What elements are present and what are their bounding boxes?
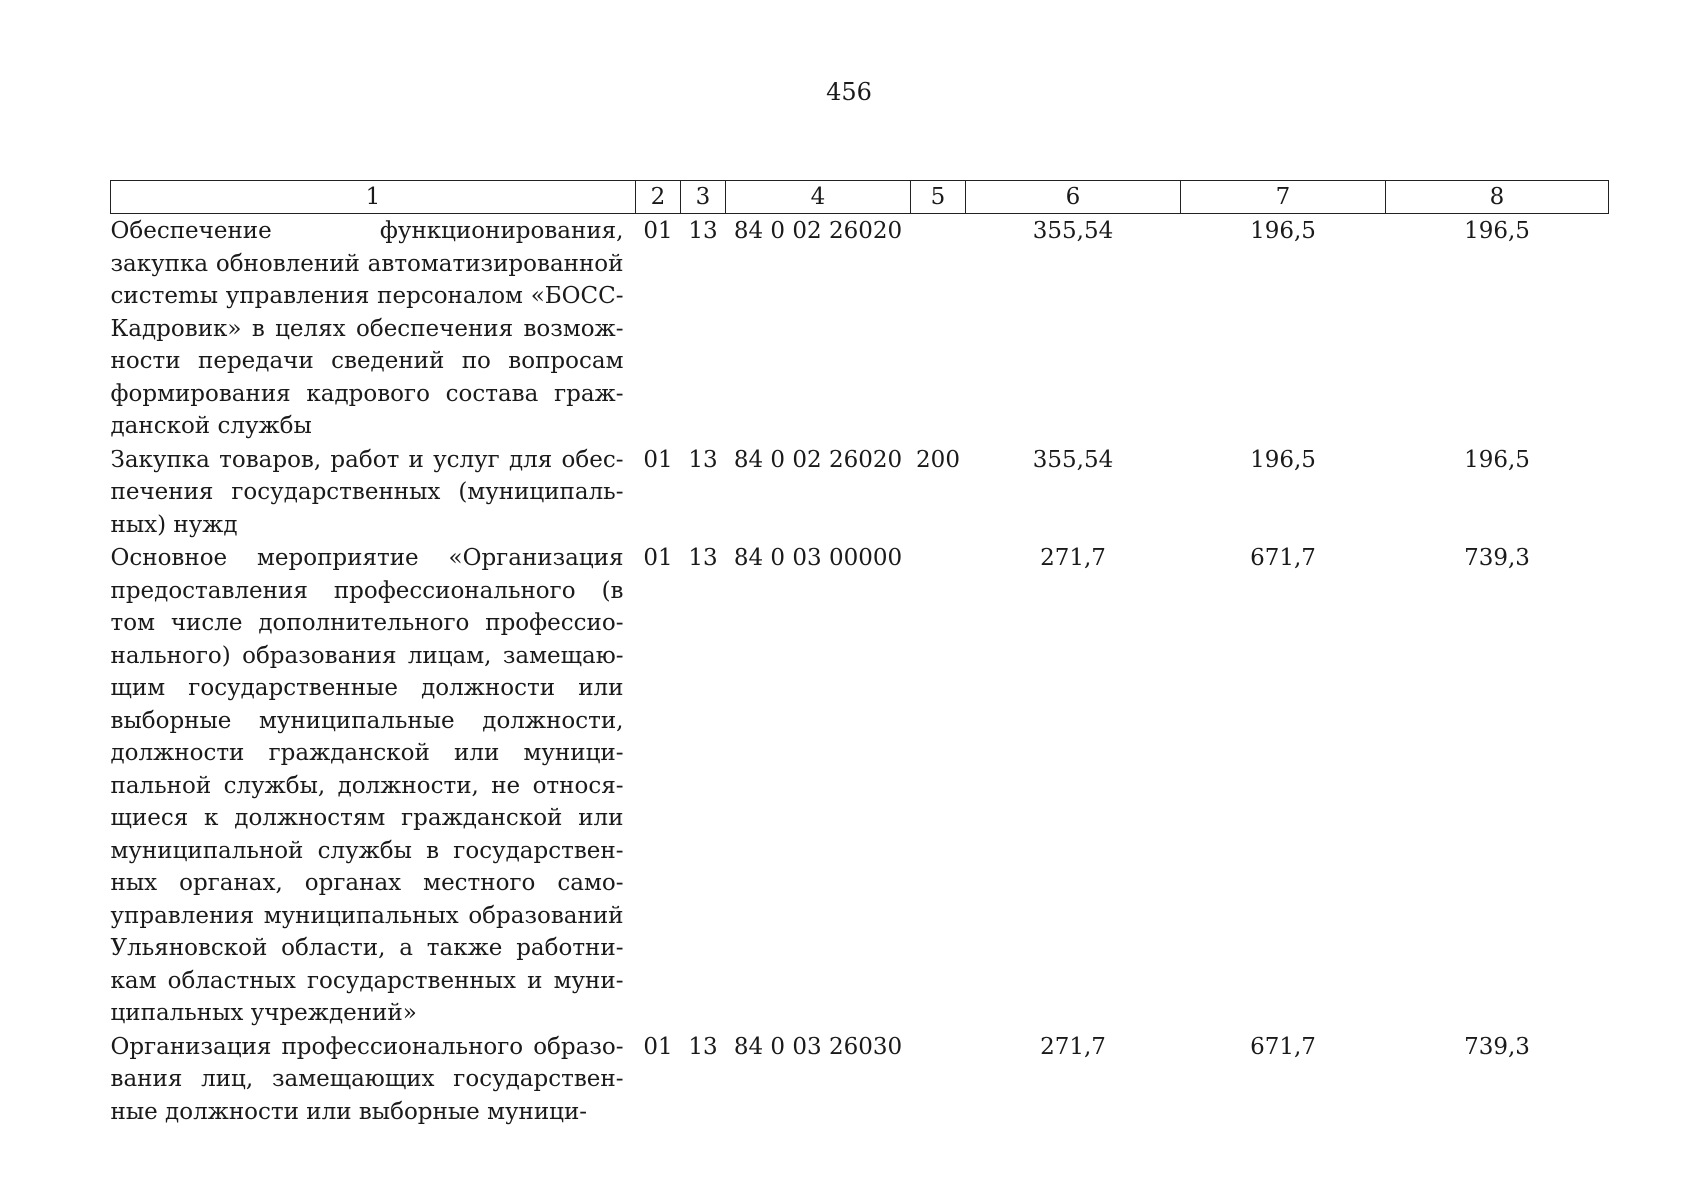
table-row <box>111 541 1609 1030</box>
row-value-col6: 271,7 <box>1040 545 1106 571</box>
column-header-6: 6 <box>966 181 1181 214</box>
header-row <box>111 181 1609 214</box>
row-subsection: 13 <box>688 545 718 571</box>
row-section: 01 <box>643 545 673 571</box>
row-value-col7: 196,5 <box>1250 218 1316 244</box>
column-header-4: 4 <box>726 181 911 214</box>
row-value-col8: 196,5 <box>1464 218 1530 244</box>
table-row <box>111 1030 1609 1129</box>
row-value-col6: 355,54 <box>1032 446 1114 473</box>
row-subsection: 13 <box>688 218 718 244</box>
column-header-3: 3 <box>681 181 726 214</box>
column-header-2: 2 <box>636 181 681 214</box>
row-value-col8: 196,5 <box>1464 446 1530 473</box>
budget-table <box>110 180 1609 1128</box>
table-row <box>111 214 1609 443</box>
row-expense-type <box>911 541 966 1030</box>
row-expense-type <box>911 214 966 443</box>
row-target-article: 84 0 03 00000 <box>733 545 903 571</box>
row-value-col6: 355,54 <box>1032 218 1114 244</box>
column-header-1: 1 <box>111 181 636 214</box>
row-target-article: 84 0 02 26020 <box>733 218 903 244</box>
column-header-8: 8 <box>1386 181 1609 214</box>
row-section: 01 <box>643 218 673 244</box>
row-value-col8: 739,3 <box>1464 545 1530 571</box>
table-row <box>111 443 1609 542</box>
row-target-article: 84 0 02 26020 <box>733 446 903 473</box>
row-value-col6: 271,7 <box>1040 1033 1106 1060</box>
row-section: 01 <box>643 446 673 473</box>
row-name: Организация профессионального образования лиц, замещающих государственные должности или выборные муници- <box>110 1033 624 1125</box>
page-number: 456 <box>826 78 872 106</box>
row-subsection: 13 <box>688 446 718 473</box>
row-name: Обеспечение функционирования, закупка обновлений автоматизированной систеmы управления персоналом «БОСС-Кадровик» в целях обеспечения возможности передачи сведений по вопросам формирования кадрового состава гражданской службы <box>110 218 624 439</box>
row-section: 01 <box>643 1033 673 1060</box>
row-value-col7: 671,7 <box>1250 545 1316 571</box>
column-header-7: 7 <box>1181 181 1386 214</box>
row-target-article: 84 0 03 26030 <box>733 1033 903 1060</box>
row-expense-type: 200 <box>916 446 960 473</box>
row-value-col8: 739,3 <box>1464 1033 1530 1060</box>
column-header-5: 5 <box>911 181 966 214</box>
row-expense-type <box>911 1030 966 1129</box>
row-name: Основное мероприятие «Организация предоставления профессионального (в том числе дополнительного профессионального) образования лицам, замещающим государственные должности или выборные муниципальные должности, должности гражданской или муниципальной службы, должности, не относящиеся к должностям гражданской или муниципальной службы в государственных органах, органах местного самоуправления муниципальных образований Ульяновской области, а также работникам областных государственных и муниципальных учреждений» <box>110 545 624 1026</box>
row-subsection: 13 <box>688 1033 718 1060</box>
table-header <box>111 181 1609 214</box>
row-name: Закупка товаров, работ и услуг для обеспечения государственных (муниципальных) нужд <box>110 446 624 538</box>
row-value-col7: 671,7 <box>1250 1033 1316 1060</box>
table-body <box>111 214 1609 1129</box>
row-value-col7: 196,5 <box>1250 446 1316 473</box>
